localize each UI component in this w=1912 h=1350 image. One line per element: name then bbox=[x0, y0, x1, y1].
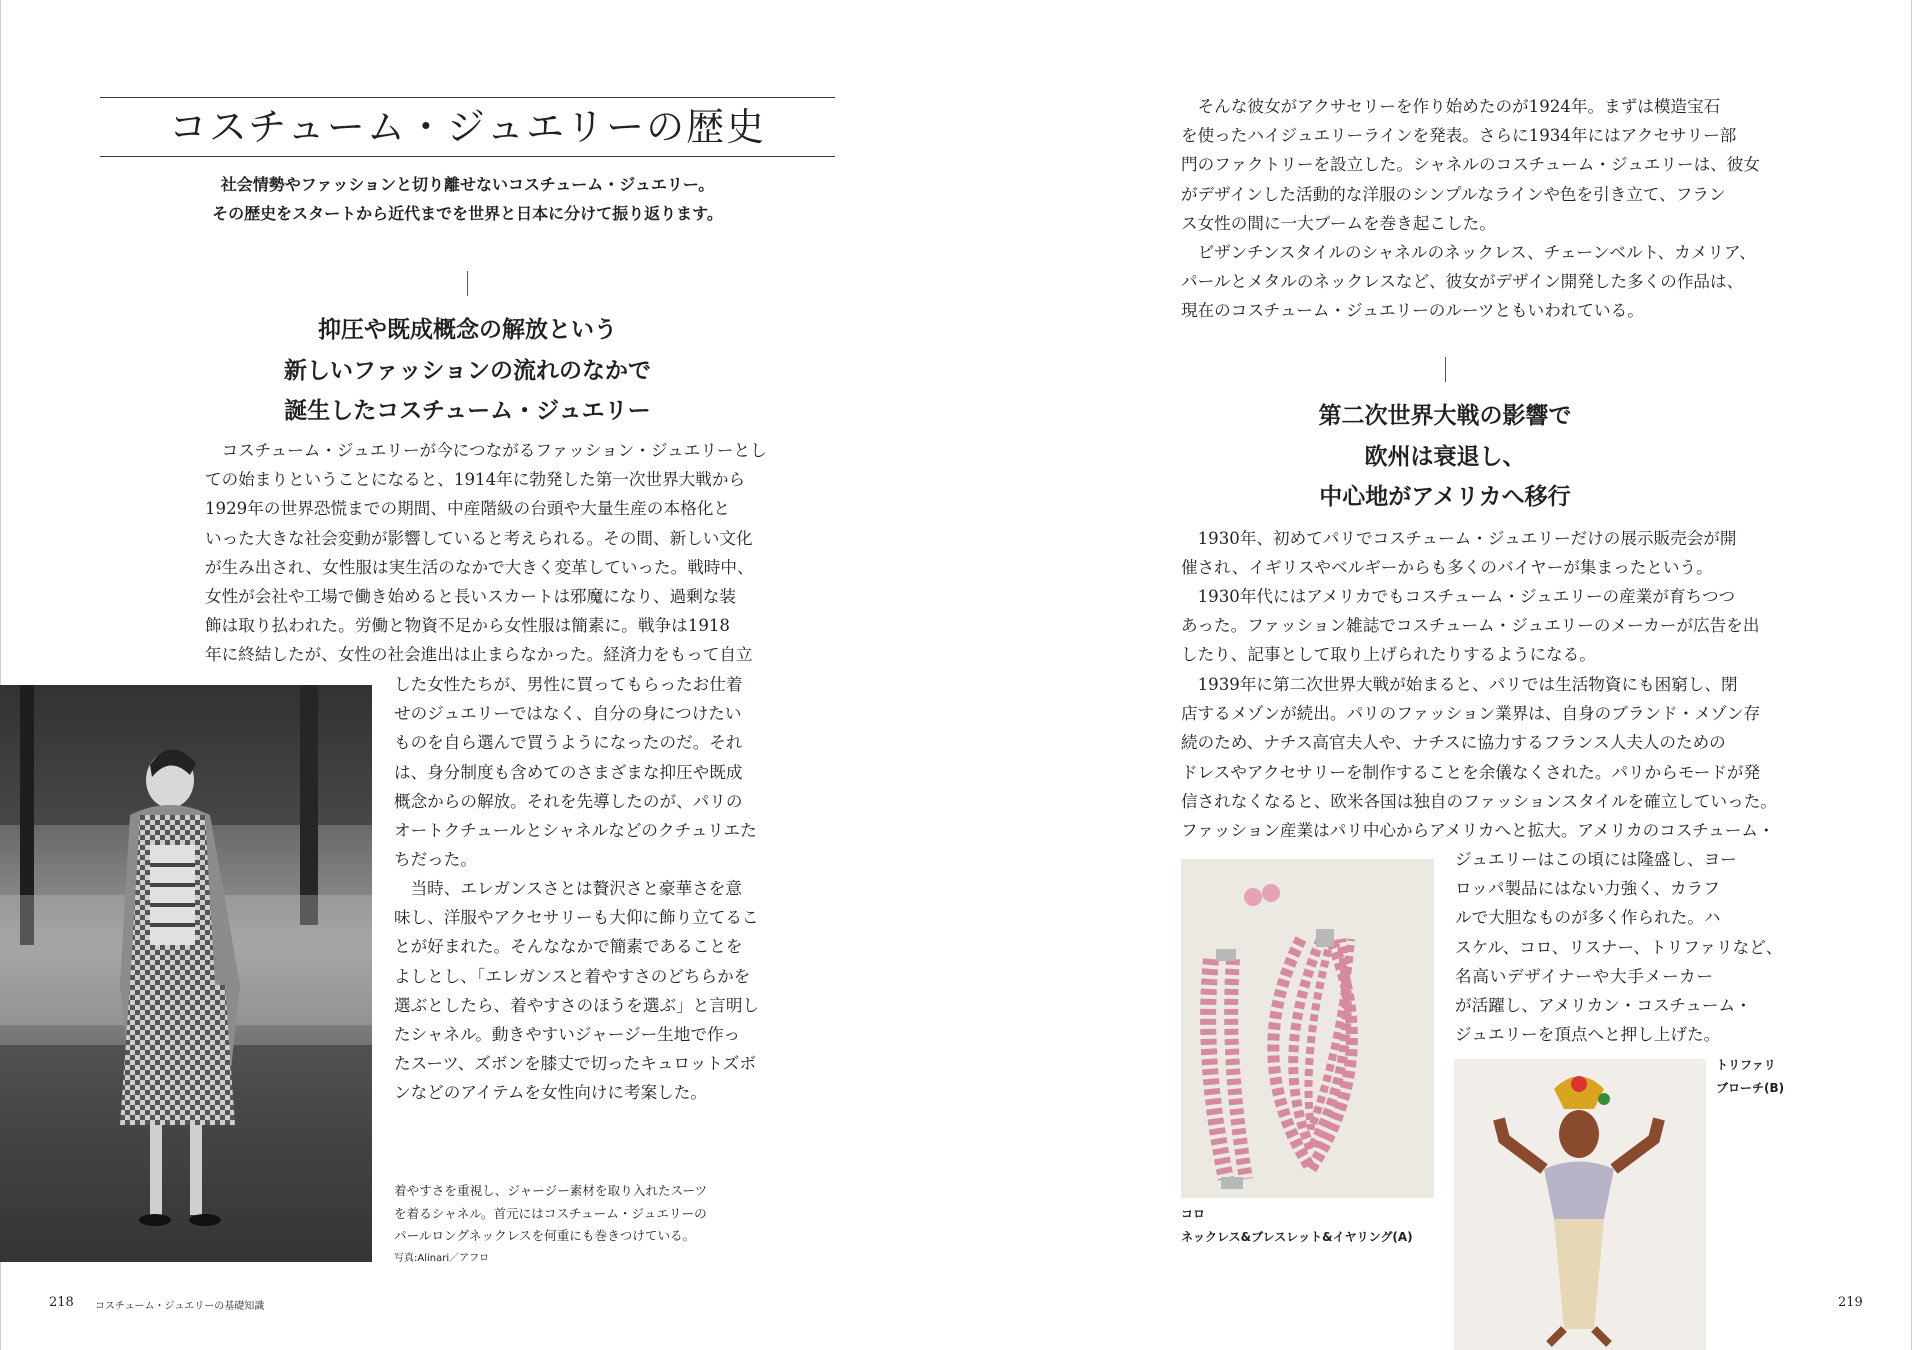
body-line: ロッパ製品にはない力強く、カラフ bbox=[1455, 879, 1720, 899]
body-line: 現在のコスチューム・ジュエリーのルーツともいわれている。 bbox=[1181, 301, 1644, 321]
caption-line: コロ bbox=[1181, 1207, 1206, 1221]
caption-line: 着やすさを重視し、ジャージー素材を取り入れたスーツ bbox=[394, 1183, 708, 1198]
body-line: 店するメゾンが続出。パリのファッション業界は、自身のブランド・メゾン存 bbox=[1181, 704, 1761, 724]
body-line: とが好まれた。そんななかで簡素であることを bbox=[394, 937, 743, 957]
body-line: 門のファクトリーを設立した。シャネルのコスチューム・ジュエリーは、彼女 bbox=[1181, 155, 1760, 175]
page-number-right: 219 bbox=[1838, 1295, 1863, 1310]
body-line: 飾は取り払われた。労働と物資不足から女性服は簡素に。戦争は1918 bbox=[205, 616, 730, 636]
trifari-brooch-photo bbox=[1454, 1059, 1706, 1350]
photo-caption-b bbox=[1716, 1054, 1784, 1099]
body-line: パールとメタルのネックレスなど、彼女がデザイン開発した多くの作品は、 bbox=[1181, 272, 1744, 292]
title-rule-bottom bbox=[100, 156, 835, 157]
body-line: 1939年に第二次世界大戦が始まると、パリでは生活物資にも困窮し、閉 bbox=[1197, 675, 1738, 694]
body-line: ビザンチンスタイルのシャネルのネックレス、チェーンベルト、カメリア、 bbox=[1197, 243, 1756, 262]
chanel-photo bbox=[0, 685, 372, 1262]
body-line: が活躍し、アメリカン・コスチューム・ bbox=[1455, 995, 1752, 1015]
body-line: した女性たちが、男性に買ってもらったお仕着 bbox=[394, 675, 743, 694]
body-line: ジュエリーを頂点へと押し上げた。 bbox=[1455, 1025, 1721, 1045]
body-line: 続のため、ナチス高官夫人や、ナチスに協力するフランス人夫人のための bbox=[1181, 733, 1726, 753]
body-line: が生み出され、女性服は実生活のなかで大きく変革していった。戦時中、 bbox=[205, 557, 754, 577]
section-divider bbox=[467, 271, 468, 296]
body-text-p1 bbox=[1181, 524, 1737, 582]
caption-line: トリファリ bbox=[1716, 1058, 1776, 1072]
body-text-p3 bbox=[1181, 670, 1777, 845]
body-line: ジュエリーはこの頃には隆盛し、ヨー bbox=[1455, 850, 1737, 869]
body-line: ンなどのアイテムを女性向けに考案した。 bbox=[394, 1083, 707, 1103]
section-heading-left bbox=[100, 310, 835, 432]
intro-text bbox=[100, 170, 835, 228]
body-text-top bbox=[1181, 238, 1756, 326]
body-line: たスーツ、ズボンを膝丈で切ったキュロットズボ bbox=[394, 1054, 756, 1074]
body-line: 女性が会社や工場で働き始めると長いスカートは邪魔になり、過剰な装 bbox=[205, 586, 736, 606]
body-line: 1930年代にはアメリカでもコスチューム・ジュエリーの産業が育ちつつ bbox=[1197, 587, 1736, 606]
section-heading-right bbox=[1181, 396, 1709, 518]
heading-line: 第二次世界大戦の影響で bbox=[1318, 402, 1572, 429]
body-line: がデザインした活動的な洋服のシンプルなラインや色を引き立て、フラン bbox=[1181, 184, 1726, 204]
body-line: 催され、イギリスやベルギーからも多くのバイヤーが集まったという。 bbox=[1181, 558, 1713, 578]
body-text-narrow bbox=[394, 874, 760, 1108]
body-line: ちだった。 bbox=[394, 850, 477, 870]
body-line: ス女性の間に一大ブームを巻き起こした。 bbox=[1181, 213, 1496, 233]
body-line: 信されなくなると、欧米各国は独自のファッションスタイルを確立していった。 bbox=[1181, 791, 1777, 811]
running-head: コスチューム・ジュエリーの基礎知識 bbox=[95, 1301, 265, 1312]
caption-line: ブローチ(B) bbox=[1716, 1080, 1785, 1095]
body-line: あった。ファッション雑誌でコスチューム・ジュエリーのメーカーが広告を出 bbox=[1181, 616, 1760, 636]
body-line: 味し、洋服やアクセサリーも大仰に飾り立てるこ bbox=[394, 908, 759, 928]
body-line: を使ったハイジュエリーラインを発表。さらに1934年にはアクセサリー部 bbox=[1181, 126, 1737, 146]
body-line: 1930年、初めてパリでコスチューム・ジュエリーだけの展示販売会が開 bbox=[1197, 529, 1737, 548]
title-rule-top bbox=[100, 97, 835, 98]
coro-jewelry-photo bbox=[1181, 859, 1434, 1198]
caption-line: パールロングネックレスを何重にも巻きつけている。 bbox=[394, 1228, 696, 1243]
photo-caption-a bbox=[1181, 1203, 1413, 1248]
page-number-left: 218 bbox=[49, 1295, 74, 1310]
body-line: スケル、コロ、リスナー、トリファリなど、 bbox=[1455, 937, 1783, 957]
body-line: したり、記事として取り上げられたりするようになる。 bbox=[1181, 645, 1596, 665]
body-line: 概念からの解放。それを先導したのが、パリの bbox=[394, 791, 743, 811]
caption-line: ネックレス&ブレスレット&イヤリング(A) bbox=[1181, 1229, 1413, 1244]
body-line: 当時、エレガンスさとは贅沢さと豪華さを意 bbox=[410, 879, 742, 898]
body-text-top bbox=[1181, 92, 1760, 238]
body-line: 名高いデザイナーや大手メーカー bbox=[1455, 966, 1713, 986]
section-divider bbox=[1445, 357, 1446, 382]
body-text-wide bbox=[205, 436, 767, 670]
body-line: 年に終結したが、女性の社会進出は止まらなかった。経済力をもって自立 bbox=[205, 645, 753, 665]
intro-line: その歴史をスタートから近代までを世界と日本に分けて振り返ります。 bbox=[212, 204, 723, 223]
heading-line: 抑圧や既成概念の解放という bbox=[318, 316, 617, 343]
body-line: そんな彼女がアクサセリーを作り始めたのが1924年。まずは模造宝石 bbox=[1197, 97, 1721, 116]
chanel-figure-illustration bbox=[0, 685, 372, 1262]
photo-credit: 写真:Alinari／アフロ bbox=[394, 1252, 490, 1264]
body-line: コスチューム・ジュエリーが今につながるファッション・ジュエリーとし bbox=[221, 441, 767, 460]
body-text-p3-narrow bbox=[1455, 845, 1783, 1049]
heading-line: 誕生したコスチューム・ジュエリー bbox=[284, 397, 651, 424]
body-line: ドレスやアクセサリーを制作することを余儀なくされた。パリからモードが発 bbox=[1181, 762, 1761, 782]
body-line: ものを自ら選んで買うようになったのだ。それ bbox=[394, 733, 743, 753]
body-line: ファッション産業はパリ中心からアメリカへと拡大。アメリカのコスチューム・ bbox=[1181, 820, 1775, 840]
heading-line: 欧州は衰退し、 bbox=[1364, 442, 1526, 470]
body-line: オートクチュールとシャネルなどのクチュリエた bbox=[394, 820, 757, 840]
intro-line: 社会情勢やファッションと切り離せないコスチューム・ジュエリー。 bbox=[220, 175, 715, 194]
necklace-bracelet-earrings-illustration bbox=[1181, 859, 1434, 1198]
body-line: 選ぶとしたら、着やすさのほうを選ぶ」と言明し bbox=[394, 995, 760, 1015]
heading-line: 中心地がアメリカへ移行 bbox=[1319, 483, 1571, 510]
body-line: たシャネル。動きやすいジャージー生地で作っ bbox=[394, 1024, 741, 1044]
body-line: ての始まりということになると、1914年に勃発した第一次世界大戦から bbox=[205, 470, 746, 490]
body-line: せのジュエリーではなく、自分の身につけたい bbox=[394, 704, 742, 724]
body-line: ルで大胆なものが多く作られた。ハ bbox=[1455, 908, 1721, 928]
body-text-narrow bbox=[394, 670, 757, 874]
page-title: コスチューム・ジュエリーの歴史 bbox=[168, 105, 767, 149]
body-line: よしとし、「エレガンスと着やすさのどちらかを bbox=[394, 966, 751, 986]
brooch-illustration bbox=[1454, 1059, 1706, 1350]
caption-line: を着るシャネル。首元にはコスチューム・ジュエリーの bbox=[394, 1205, 707, 1221]
body-text-p2 bbox=[1181, 582, 1760, 670]
body-line: 1929年の世界恐慌までの期間、中産階級の台頭や大量生産の本格化と bbox=[205, 499, 730, 519]
body-line: いった大きな社会変動が影響していると考えられる。その間、新しい文化 bbox=[205, 528, 753, 548]
heading-line: 新しいファッションの流れのなかで bbox=[283, 356, 652, 384]
photo-caption-left bbox=[394, 1180, 707, 1270]
body-line: は、身分制度も含めてのさまざまな抑圧や既成 bbox=[394, 762, 743, 782]
